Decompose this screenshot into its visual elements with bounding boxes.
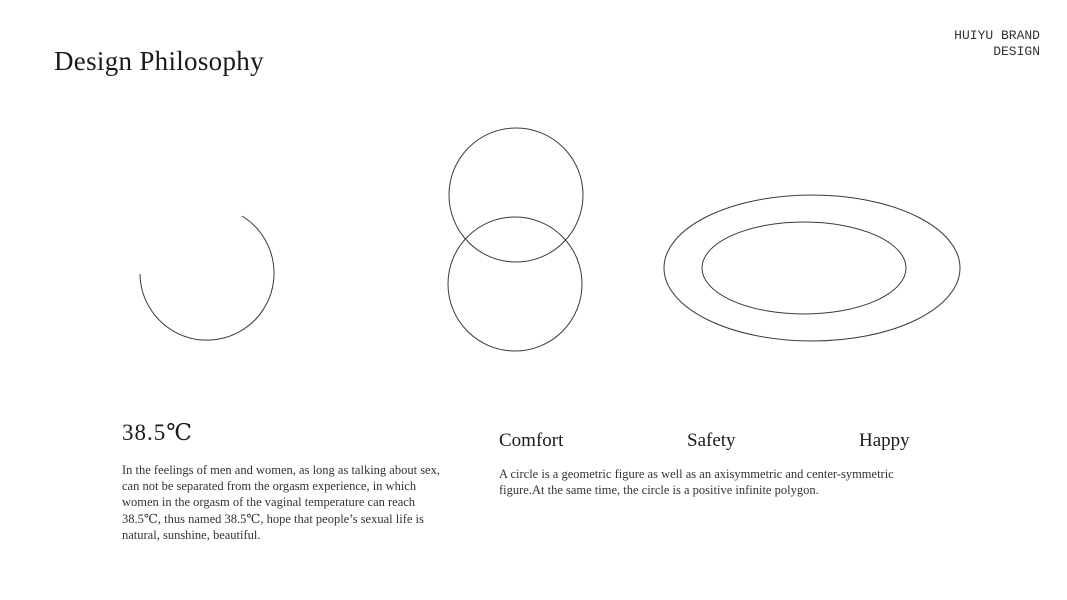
upper-ring: [449, 128, 583, 262]
keyword-safety: Safety: [687, 430, 736, 451]
temperature-heading: 38.5℃: [122, 420, 193, 445]
inner-ellipse: [702, 222, 906, 314]
circle-description: A circle is a geometric figure as well as an axisymmetric and center-symmetric figure.At the same time, the circle is a positive infinite polygon.: [499, 467, 894, 498]
keyword-happy: Happy: [859, 430, 910, 451]
keyword-row: [0, 430, 1067, 460]
brand-line-2: DESIGN: [993, 44, 1040, 59]
lower-ring: [448, 217, 582, 351]
page-title: Design Philosophy: [54, 46, 264, 76]
keyword-comfort: Comfort: [499, 430, 564, 451]
brand-line-1: HUIYU BRAND: [954, 28, 1040, 43]
open-circle-arc: [140, 216, 274, 340]
temperature-description: In the feelings of men and women, as long as talking about sex, can not be separated from the orgasm experience, in which women in the orgasm of the vaginal temperature can reach 38.5℃, thus named 38.5℃, hope that people’s sexual life is natural, sunshine, beautiful.: [122, 463, 440, 542]
outer-ellipse: [664, 195, 960, 341]
